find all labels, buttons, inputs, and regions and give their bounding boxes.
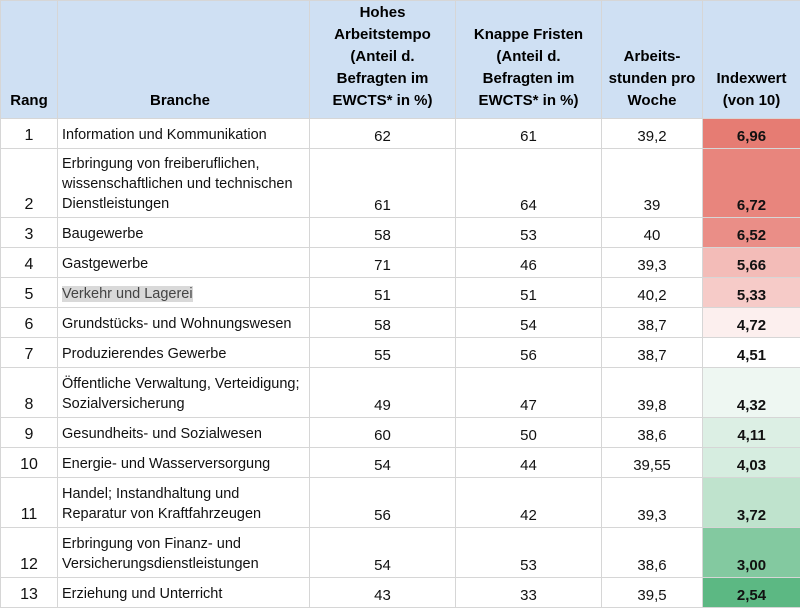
- table-row: [1, 119, 800, 149]
- cell-arbeitsstunden[interactable]: 39: [602, 149, 703, 218]
- cell-arbeitstempo[interactable]: 54: [310, 448, 456, 478]
- cell-knappe-fristen[interactable]: 50: [456, 418, 602, 448]
- cell-branche[interactable]: Erziehung und Unterricht: [58, 578, 310, 608]
- header-arbeitstempo[interactable]: Hohes Arbeitstempo (Anteil d. Befragten im EWCTS* in %): [310, 1, 456, 119]
- header-rang[interactable]: Rang: [1, 1, 58, 119]
- cell-rang[interactable]: 3: [1, 218, 58, 248]
- cell-arbeitstempo[interactable]: 49: [310, 368, 456, 418]
- cell-rang[interactable]: 5: [1, 278, 58, 308]
- cell-indexwert[interactable]: 5,66: [703, 248, 800, 278]
- cell-arbeitsstunden[interactable]: 38,7: [602, 308, 703, 338]
- cell-indexwert[interactable]: 4,03: [703, 448, 800, 478]
- cell-branche[interactable]: Information und Kommunikation: [58, 119, 310, 149]
- cell-rang[interactable]: 6: [1, 308, 58, 338]
- cell-arbeitstempo[interactable]: 62: [310, 119, 456, 149]
- cell-rang[interactable]: 2: [1, 149, 58, 218]
- table-row: [1, 528, 800, 578]
- cell-knappe-fristen[interactable]: 47: [456, 368, 602, 418]
- cell-knappe-fristen[interactable]: 44: [456, 448, 602, 478]
- cell-arbeitsstunden[interactable]: 39,2: [602, 119, 703, 149]
- table-row: [1, 308, 800, 338]
- cell-indexwert[interactable]: 6,52: [703, 218, 800, 248]
- table-row: [1, 478, 800, 528]
- header-row: [1, 1, 800, 119]
- cell-rang[interactable]: 12: [1, 528, 58, 578]
- cell-branche[interactable]: Produzierendes Gewerbe: [58, 338, 310, 368]
- cell-knappe-fristen[interactable]: 46: [456, 248, 602, 278]
- cell-rang[interactable]: 13: [1, 578, 58, 608]
- cell-arbeitsstunden[interactable]: 39,3: [602, 478, 703, 528]
- cell-knappe-fristen[interactable]: 51: [456, 278, 602, 308]
- cell-arbeitsstunden[interactable]: 39,55: [602, 448, 703, 478]
- cell-rang[interactable]: 8: [1, 368, 58, 418]
- cell-branche[interactable]: Baugewerbe: [58, 218, 310, 248]
- cell-arbeitstempo[interactable]: 58: [310, 308, 456, 338]
- cell-arbeitstempo[interactable]: 71: [310, 248, 456, 278]
- table-row: [1, 418, 800, 448]
- cell-indexwert[interactable]: 2,54: [703, 578, 800, 608]
- selected-text-highlight[interactable]: Verkehr und Lagerei: [62, 286, 193, 302]
- cell-arbeitsstunden[interactable]: 40: [602, 218, 703, 248]
- cell-branche[interactable]: Gesundheits- und Sozialwesen: [58, 418, 310, 448]
- cell-arbeitstempo[interactable]: 61: [310, 149, 456, 218]
- cell-arbeitstempo[interactable]: 43: [310, 578, 456, 608]
- cell-arbeitstempo[interactable]: 55: [310, 338, 456, 368]
- cell-branche[interactable]: Gastgewerbe: [58, 248, 310, 278]
- header-branche[interactable]: Branche: [58, 1, 310, 119]
- cell-knappe-fristen[interactable]: 56: [456, 338, 602, 368]
- cell-branche[interactable]: Handel; Instandhaltung und Reparatur von Kraftfahrzeugen: [58, 478, 310, 528]
- cell-branche[interactable]: Erbringung von Finanz- und Versicherungsdienstleistungen: [58, 528, 310, 578]
- cell-branche[interactable]: Grundstücks- und Wohnungswesen: [58, 308, 310, 338]
- cell-knappe-fristen[interactable]: 54: [456, 308, 602, 338]
- cell-rang[interactable]: 9: [1, 418, 58, 448]
- cell-arbeitsstunden[interactable]: 39,3: [602, 248, 703, 278]
- cell-rang[interactable]: 10: [1, 448, 58, 478]
- cell-branche[interactable]: Erbringung von freiberuflichen, wissenschaftlichen und technischen Dienstleistungen: [58, 149, 310, 218]
- cell-arbeitstempo[interactable]: 56: [310, 478, 456, 528]
- cell-arbeitsstunden[interactable]: 38,6: [602, 418, 703, 448]
- cell-arbeitsstunden[interactable]: 38,6: [602, 528, 703, 578]
- header-knappe-fristen[interactable]: Knappe Fristen (Anteil d. Befragten im EWCTS* in %): [456, 1, 602, 119]
- cell-indexwert[interactable]: 3,72: [703, 478, 800, 528]
- cell-arbeitstempo[interactable]: 54: [310, 528, 456, 578]
- cell-branche[interactable]: [58, 278, 310, 308]
- table-row: [1, 149, 800, 218]
- cell-knappe-fristen[interactable]: 42: [456, 478, 602, 528]
- cell-arbeitstempo[interactable]: 51: [310, 278, 456, 308]
- cell-knappe-fristen[interactable]: 53: [456, 218, 602, 248]
- table-row: [1, 448, 800, 478]
- cell-rang[interactable]: 11: [1, 478, 58, 528]
- cell-rang[interactable]: 4: [1, 248, 58, 278]
- cell-branche[interactable]: Öffentliche Verwaltung, Verteidigung; Sozialversicherung: [58, 368, 310, 418]
- cell-indexwert[interactable]: 3,00: [703, 528, 800, 578]
- cell-knappe-fristen[interactable]: 61: [456, 119, 602, 149]
- cell-arbeitstempo[interactable]: 60: [310, 418, 456, 448]
- header-arbeitsstunden[interactable]: Arbeits- stunden pro Woche: [602, 1, 703, 119]
- cell-rang[interactable]: 7: [1, 338, 58, 368]
- cell-indexwert[interactable]: 5,33: [703, 278, 800, 308]
- cell-indexwert[interactable]: 4,11: [703, 418, 800, 448]
- table-row: [1, 248, 800, 278]
- cell-knappe-fristen[interactable]: 53: [456, 528, 602, 578]
- cell-arbeitsstunden[interactable]: 38,7: [602, 338, 703, 368]
- table-row: [1, 338, 800, 368]
- cell-arbeitstempo[interactable]: 58: [310, 218, 456, 248]
- cell-indexwert[interactable]: 4,32: [703, 368, 800, 418]
- table-row: [1, 578, 800, 608]
- table-row: [1, 368, 800, 418]
- cell-rang[interactable]: 1: [1, 119, 58, 149]
- cell-knappe-fristen[interactable]: 33: [456, 578, 602, 608]
- cell-arbeitsstunden[interactable]: 40,2: [602, 278, 703, 308]
- cell-knappe-fristen[interactable]: 64: [456, 149, 602, 218]
- cell-arbeitsstunden[interactable]: 39,5: [602, 578, 703, 608]
- table-row: [1, 218, 800, 248]
- cell-indexwert[interactable]: 4,51: [703, 338, 800, 368]
- header-indexwert[interactable]: Indexwert (von 10): [703, 1, 800, 119]
- cell-indexwert[interactable]: 4,72: [703, 308, 800, 338]
- cell-indexwert[interactable]: 6,96: [703, 119, 800, 149]
- cell-indexwert[interactable]: 6,72: [703, 149, 800, 218]
- cell-branche[interactable]: Energie- und Wasserversorgung: [58, 448, 310, 478]
- cell-arbeitsstunden[interactable]: 39,8: [602, 368, 703, 418]
- table-row: [1, 278, 800, 308]
